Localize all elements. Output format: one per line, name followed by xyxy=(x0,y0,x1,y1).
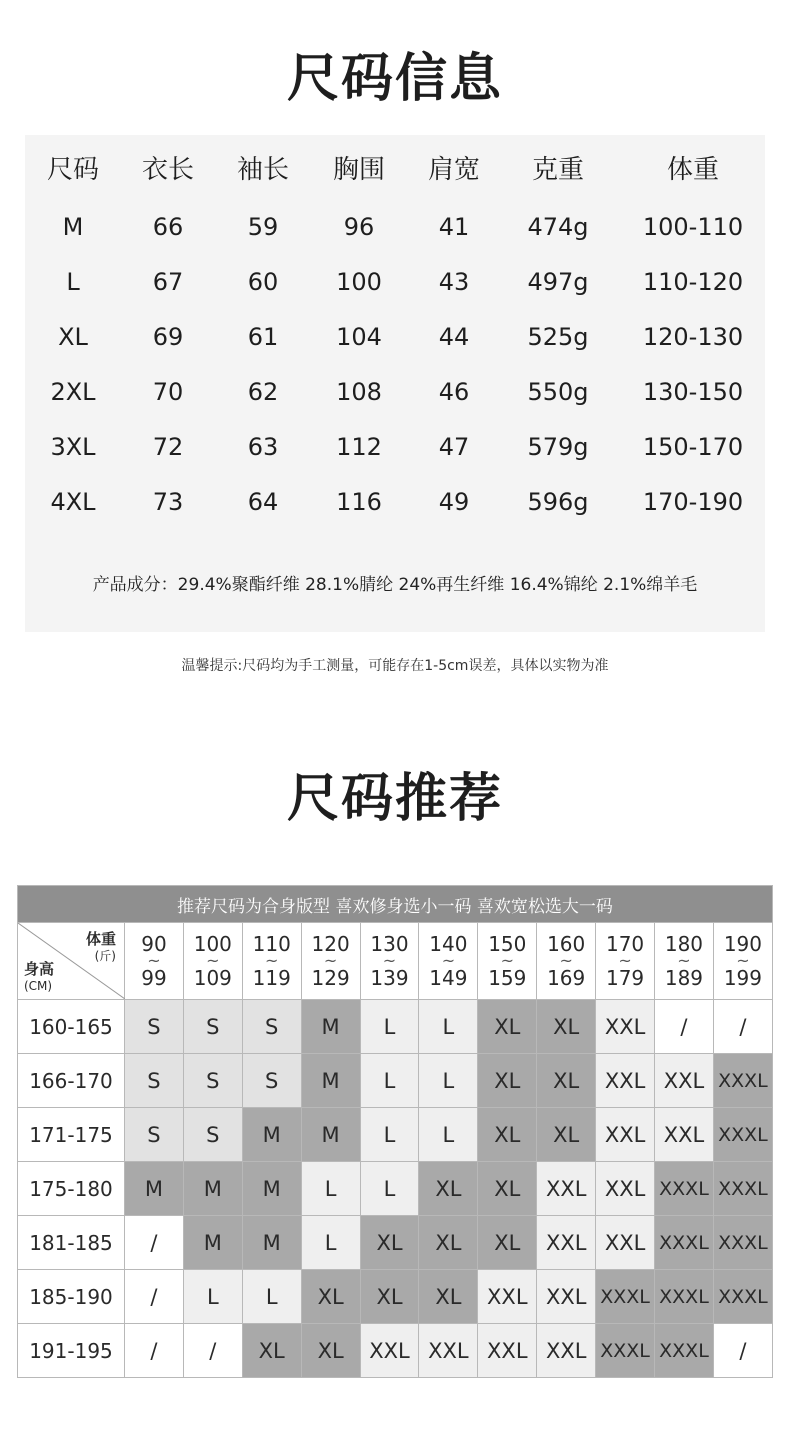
recommended-size-cell: XXL xyxy=(596,1054,655,1108)
height-range-cell: 171-175 xyxy=(18,1108,125,1162)
size-info-cell: 579g xyxy=(527,433,589,461)
size-info-cell: L xyxy=(66,268,80,296)
recommended-size-cell: XXXL xyxy=(713,1162,772,1216)
size-info-header-cell: 胸围 xyxy=(332,155,385,185)
recommended-size-cell: S xyxy=(242,1054,301,1108)
size-info-cell: 66 xyxy=(152,213,184,241)
recommended-size-cell: L xyxy=(419,1000,478,1054)
range-tilde: ~ xyxy=(677,951,691,970)
weight-range-from: 100 xyxy=(193,932,232,956)
weight-range-from: 170 xyxy=(605,932,645,956)
recommended-size-cell: S xyxy=(125,1108,184,1162)
weight-range-to: 129 xyxy=(311,966,350,990)
weight-range-to: 179 xyxy=(605,966,645,990)
range-tilde: ~ xyxy=(265,951,279,970)
size-info-cell: 61 xyxy=(247,323,279,351)
recommended-size-cell: XL xyxy=(478,1108,537,1162)
size-info-cell: 130-150 xyxy=(642,378,744,406)
weight-range-to: 109 xyxy=(193,966,232,990)
range-tilde: ~ xyxy=(382,951,397,970)
recommended-size-cell: L xyxy=(419,1108,478,1162)
recommended-size-cell: XXL xyxy=(537,1270,596,1324)
range-tilde: ~ xyxy=(500,951,514,970)
size-recommend-table xyxy=(17,885,773,1378)
weight-range-header xyxy=(537,923,596,1000)
size-info-header-cell: 衣长 xyxy=(141,155,194,185)
table-corner xyxy=(18,923,125,1000)
weight-range-from: 180 xyxy=(664,932,704,956)
weight-range-header xyxy=(301,923,360,1000)
recommended-size-cell: XXL xyxy=(655,1108,714,1162)
recommended-size-cell: XL xyxy=(360,1270,419,1324)
range-tilde: ~ xyxy=(147,951,161,970)
recommend-row xyxy=(18,1324,773,1378)
recommend-row xyxy=(18,1162,773,1216)
recommended-size-cell: XXL xyxy=(596,1216,655,1270)
recommended-size-cell: M xyxy=(242,1216,301,1270)
size-info-row xyxy=(25,482,765,522)
recommended-size-cell: XXXL xyxy=(713,1270,772,1324)
recommended-size-cell: S xyxy=(125,1054,184,1108)
recommended-size-cell: XXL xyxy=(419,1324,478,1378)
recommend-row xyxy=(18,1216,773,1270)
recommended-size-cell: / xyxy=(655,1000,714,1054)
size-info-header-cell: 肩宽 xyxy=(427,155,480,185)
recommended-size-cell: L xyxy=(183,1270,242,1324)
size-info-cell: 150-170 xyxy=(642,433,744,461)
recommended-size-cell: XXXL xyxy=(596,1324,655,1378)
recommended-size-cell: XXXL xyxy=(655,1216,714,1270)
weight-range-to: 189 xyxy=(664,966,704,990)
recommended-size-cell: XXL xyxy=(537,1324,596,1378)
weight-range-header xyxy=(713,923,772,1000)
recommended-size-cell: S xyxy=(183,1000,242,1054)
recommended-size-cell: XL xyxy=(537,1054,596,1108)
weight-range-header xyxy=(360,923,419,1000)
size-info-header-cell: 克重 xyxy=(531,155,584,185)
recommended-size-cell: XXL xyxy=(596,1108,655,1162)
size-info-row xyxy=(25,262,765,302)
recommended-size-cell: XXL xyxy=(596,1000,655,1054)
weight-range-from: 150 xyxy=(488,932,527,956)
size-info-cell: 596g xyxy=(527,488,589,516)
recommended-size-cell: XL xyxy=(301,1270,360,1324)
weight-range-from: 160 xyxy=(547,932,586,956)
weight-range-to: 159 xyxy=(488,966,527,990)
height-unit: (CM) xyxy=(24,979,53,993)
height-range-cell: 166-170 xyxy=(18,1054,125,1108)
size-recommend-title: 尺码推荐 xyxy=(286,769,503,829)
size-info-cell: XL xyxy=(58,323,88,351)
recommended-size-cell: XXL xyxy=(360,1324,419,1378)
recommended-size-cell: XL xyxy=(537,1108,596,1162)
recommend-row xyxy=(18,1000,773,1054)
recommended-size-cell: XXXL xyxy=(596,1270,655,1324)
recommended-size-cell: XL xyxy=(419,1216,478,1270)
range-tilde: ~ xyxy=(323,951,338,970)
recommended-size-cell: / xyxy=(713,1324,772,1378)
recommended-size-cell: S xyxy=(183,1054,242,1108)
size-info-cell: 44 xyxy=(438,323,470,351)
recommended-size-cell: L xyxy=(419,1054,478,1108)
size-info-header-cell: 体重 xyxy=(666,155,719,185)
weight-range-header xyxy=(655,923,714,1000)
recommended-size-cell: L xyxy=(360,1108,419,1162)
range-tilde: ~ xyxy=(618,951,632,970)
size-info-header-row xyxy=(25,150,765,190)
size-info-row xyxy=(25,317,765,357)
recommended-size-cell: XL xyxy=(478,1000,537,1054)
recommended-size-cell: / xyxy=(125,1324,184,1378)
recommended-size-cell: XXXL xyxy=(713,1108,772,1162)
size-info-cell: 70 xyxy=(152,378,184,406)
weight-range-to: 119 xyxy=(252,966,291,990)
recommended-size-cell: XXL xyxy=(537,1162,596,1216)
range-tilde: ~ xyxy=(206,951,220,970)
recommended-size-cell: M xyxy=(183,1162,242,1216)
recommended-size-cell: / xyxy=(713,1000,772,1054)
recommended-size-cell: S xyxy=(242,1000,301,1054)
size-info-row xyxy=(25,427,765,467)
recommended-size-cell: M xyxy=(242,1108,301,1162)
recommended-size-cell: / xyxy=(125,1270,184,1324)
recommended-size-cell: XXL xyxy=(537,1216,596,1270)
size-info-cell: 73 xyxy=(152,488,184,516)
weight-range-from: 140 xyxy=(429,932,468,956)
size-info-cell: 41 xyxy=(438,213,470,241)
recommended-size-cell: XL xyxy=(360,1216,419,1270)
size-info-header-cell: 袖长 xyxy=(236,155,289,185)
recommended-size-cell: L xyxy=(301,1162,360,1216)
weight-range-to: 169 xyxy=(547,966,586,990)
recommended-size-cell: XXL xyxy=(596,1162,655,1216)
recommended-size-cell: XL xyxy=(419,1162,478,1216)
size-info-cell: 47 xyxy=(438,433,470,461)
weight-range-to: 99 xyxy=(141,966,167,990)
weight-unit: (斤) xyxy=(94,949,116,963)
weight-range-header xyxy=(183,923,242,1000)
size-info-cell: 550g xyxy=(527,378,589,406)
measurement-tip: 温馨提示:尺码均为手工测量，可能存在1-5cm误差，具体以实物为准 xyxy=(181,658,609,674)
size-info-cell: 170-190 xyxy=(642,488,744,516)
recommended-size-cell: S xyxy=(183,1108,242,1162)
size-info-cell: 69 xyxy=(152,323,184,351)
height-range-cell: 181-185 xyxy=(18,1216,125,1270)
recommend-row xyxy=(18,1108,773,1162)
recommended-size-cell: / xyxy=(125,1216,184,1270)
recommended-size-cell: M xyxy=(301,1000,360,1054)
recommend-row xyxy=(18,1270,773,1324)
recommended-size-cell: XL xyxy=(537,1000,596,1054)
size-info-cell: 96 xyxy=(343,213,375,241)
weight-range-from: 120 xyxy=(311,932,350,956)
recommended-size-cell: XL xyxy=(478,1054,537,1108)
recommended-size-cell: M xyxy=(301,1054,360,1108)
weight-range-to: 139 xyxy=(370,966,409,990)
size-info-cell: 67 xyxy=(152,268,184,296)
size-info-cell: 112 xyxy=(336,433,382,461)
recommended-size-cell: XL xyxy=(419,1270,478,1324)
recommended-size-cell: L xyxy=(360,1162,419,1216)
weight-range-from: 90 xyxy=(141,932,167,956)
size-info-cell: 100-110 xyxy=(642,213,744,241)
height-axis-label xyxy=(24,961,54,994)
height-range-cell: 175-180 xyxy=(18,1162,125,1216)
size-info-cell: M xyxy=(62,213,84,241)
weight-range-header xyxy=(419,923,478,1000)
size-info-cell: 100 xyxy=(336,268,382,296)
recommended-size-cell: L xyxy=(360,1000,419,1054)
size-info-cell: 2XL xyxy=(50,378,96,406)
height-range-cell: 185-190 xyxy=(18,1270,125,1324)
size-info-cell: 43 xyxy=(438,268,470,296)
size-info-cell: 120-130 xyxy=(642,323,744,351)
recommended-size-cell: XXXL xyxy=(655,1270,714,1324)
weight-label: 体重 xyxy=(85,930,116,948)
size-info-cell: 62 xyxy=(247,378,279,406)
weight-range-header xyxy=(478,923,537,1000)
size-info-cell: 64 xyxy=(247,488,279,516)
recommended-size-cell: XXL xyxy=(478,1270,537,1324)
size-info-cell: 63 xyxy=(247,433,279,461)
recommended-size-cell: M xyxy=(183,1216,242,1270)
weight-range-to: 199 xyxy=(723,966,762,990)
recommended-size-cell: M xyxy=(301,1108,360,1162)
recommended-size-cell: XXXL xyxy=(655,1162,714,1216)
recommended-size-cell: XL xyxy=(478,1162,537,1216)
recommended-size-cell: XL xyxy=(478,1216,537,1270)
weight-range-to: 149 xyxy=(429,966,468,990)
size-info-row xyxy=(25,207,765,247)
size-info-cell: 60 xyxy=(247,268,279,296)
recommended-size-cell: XXXL xyxy=(713,1216,772,1270)
weight-range-from: 190 xyxy=(723,932,762,956)
range-tilde: ~ xyxy=(736,951,750,970)
size-info-cell: 49 xyxy=(438,488,470,516)
weight-range-from: 130 xyxy=(370,932,409,956)
size-info-cell: 59 xyxy=(247,213,279,241)
recommended-size-cell: L xyxy=(242,1270,301,1324)
recommended-size-cell: XXXL xyxy=(655,1324,714,1378)
height-label: 身高 xyxy=(24,960,55,978)
size-info-cell: 3XL xyxy=(50,433,96,461)
recommended-size-cell: XL xyxy=(242,1324,301,1378)
recommended-size-cell: XL xyxy=(301,1324,360,1378)
weight-range-header xyxy=(242,923,301,1000)
size-info-cell: 116 xyxy=(336,488,382,516)
size-info-row xyxy=(25,372,765,412)
weight-range-header xyxy=(125,923,184,1000)
height-range-cell: 160-165 xyxy=(18,1000,125,1054)
weight-range-header xyxy=(596,923,655,1000)
recommended-size-cell: S xyxy=(125,1000,184,1054)
fabric-composition: 产品成分：29.4%聚酯纤维 28.1%腈纶 24%再生纤维 16.4%锦纶 2.1%绵羊毛 xyxy=(92,575,698,595)
weight-range-from: 110 xyxy=(252,932,291,956)
size-info-cell: 474g xyxy=(527,213,589,241)
recommended-size-cell: M xyxy=(242,1162,301,1216)
range-tilde: ~ xyxy=(559,951,573,970)
size-info-cell: 497g xyxy=(527,268,589,296)
recommend-banner: 推荐尺码为合身版型 喜欢修身选小一码 喜欢宽松选大一码 xyxy=(18,886,773,923)
recommended-size-cell: / xyxy=(183,1324,242,1378)
size-info-cell: 110-120 xyxy=(642,268,744,296)
range-tilde: ~ xyxy=(441,951,456,970)
recommended-size-cell: L xyxy=(360,1054,419,1108)
recommended-size-cell: L xyxy=(301,1216,360,1270)
size-info-cell: 104 xyxy=(336,323,382,351)
size-info-cell: 4XL xyxy=(50,488,96,516)
recommended-size-cell: M xyxy=(125,1162,184,1216)
size-info-cell: 108 xyxy=(336,378,382,406)
weight-axis-label xyxy=(86,931,116,964)
size-info-cell: 46 xyxy=(438,378,470,406)
size-info-header-cell: 尺码 xyxy=(46,155,99,185)
recommend-row xyxy=(18,1054,773,1108)
size-info-title: 尺码信息 xyxy=(286,49,503,109)
recommended-size-cell: XXXL xyxy=(713,1054,772,1108)
size-info-cell: 525g xyxy=(527,323,589,351)
recommended-size-cell: XXL xyxy=(478,1324,537,1378)
recommended-size-cell: XXL xyxy=(655,1054,714,1108)
height-range-cell: 191-195 xyxy=(18,1324,125,1378)
size-info-cell: 72 xyxy=(152,433,184,461)
